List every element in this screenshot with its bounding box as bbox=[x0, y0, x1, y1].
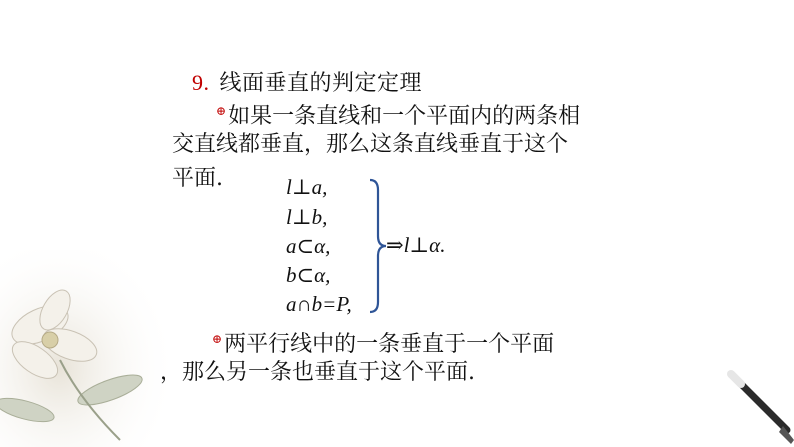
theorem1-line2: 交直线都垂直，那么这条直线垂直于这个 bbox=[172, 132, 569, 157]
theorem2-line2: ，那么另一条也垂直于这个平面. bbox=[160, 360, 475, 385]
bullet-icon: ⊕ bbox=[216, 104, 227, 118]
condition-1: l⊥a, bbox=[286, 175, 328, 199]
bullet-icon: ⊕ bbox=[212, 332, 223, 346]
heading-number: 9. bbox=[192, 70, 210, 95]
theorem1-line3: 平面. bbox=[172, 166, 223, 191]
flower-decoration bbox=[0, 250, 170, 447]
conclusion: ⇒l⊥α. bbox=[386, 233, 446, 257]
brush-decoration bbox=[725, 368, 794, 447]
condition-2: l⊥b, bbox=[286, 205, 328, 229]
condition-3: a⊂α, bbox=[286, 234, 331, 258]
condition-4: b⊂α, bbox=[286, 263, 331, 287]
theorem2-text1: 两平行线中的一条垂直于一个平面 bbox=[224, 332, 555, 357]
theorem-heading bbox=[192, 66, 422, 97]
condition-5: a∩b=P, bbox=[286, 292, 352, 316]
theorem1-text1: 如果一条直线和一个平面内的两条相 bbox=[228, 104, 581, 129]
heading-title: 线面垂直的判定定理 bbox=[219, 71, 423, 96]
